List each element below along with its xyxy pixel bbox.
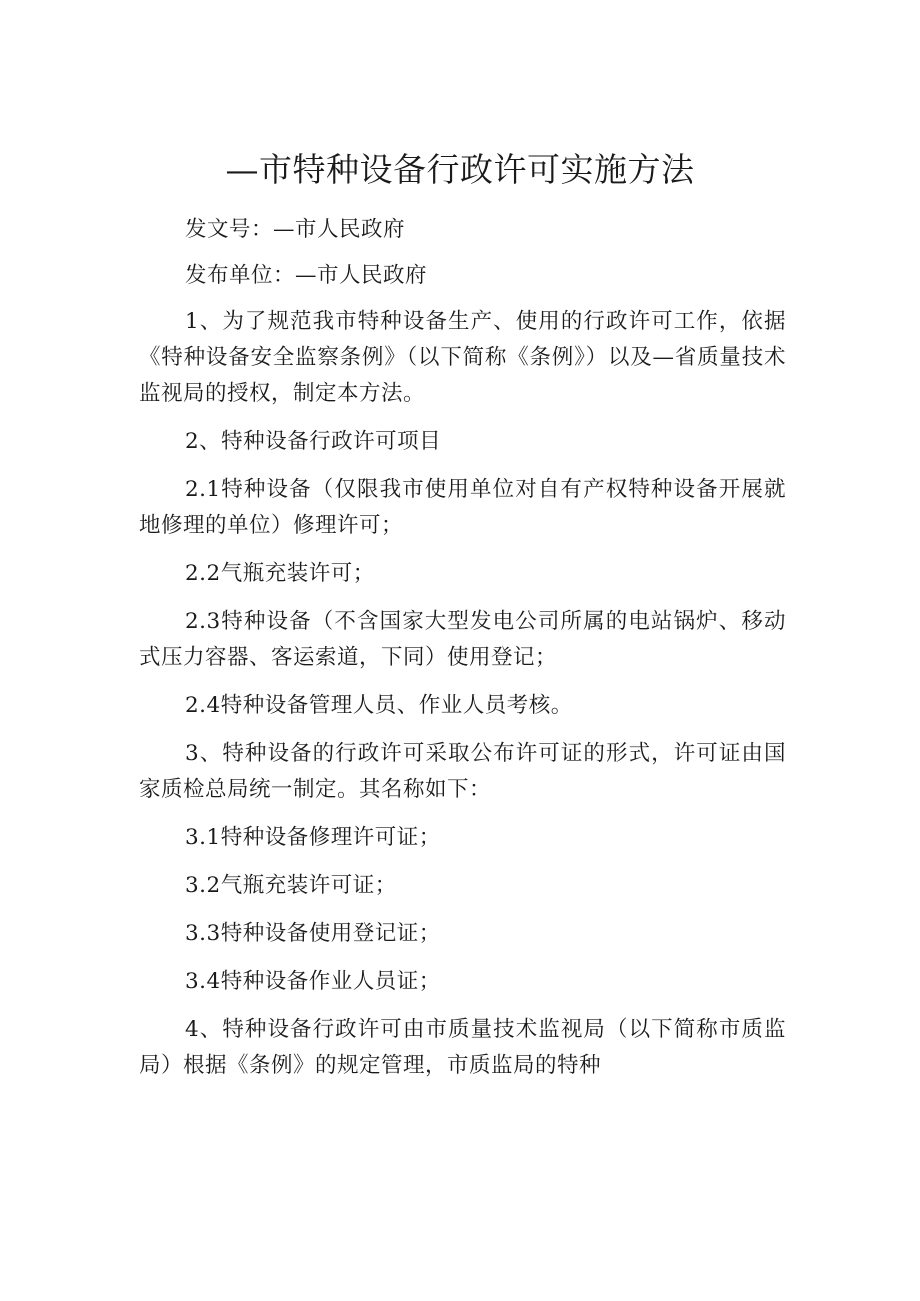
document-title: —市特种设备行政许可实施方法 bbox=[225, 150, 695, 189]
paragraph: 2.3特种设备（不含国家大型发电公司所属的电站锅炉、移动式压力容器、客运索道，下同）使用登记； bbox=[139, 609, 786, 670]
document-body bbox=[139, 212, 786, 1096]
paragraph: 2、特种设备行政许可项目 bbox=[185, 429, 442, 454]
doc-number-line: 发文号：—市人民政府 bbox=[185, 217, 406, 242]
paragraph: 2.1特种设备（仅限我市使用单位对自有产权特种设备开展就地修理的单位）修理许可； bbox=[139, 477, 786, 538]
issuer-line: 发布单位：—市人民政府 bbox=[185, 263, 428, 288]
paragraph: 3.1特种设备修理许可证； bbox=[185, 825, 441, 850]
paragraph: 1、为了规范我市特种设备生产、使用的行政许可工作，依据《特种设备安全监察条例》（以下简称《条例》）以及—省质量技术监视局的授权，制定本方法。 bbox=[139, 309, 786, 406]
paragraph: 2.2气瓶充装许可； bbox=[185, 561, 375, 586]
paragraph: 3.3特种设备使用登记证； bbox=[185, 921, 441, 946]
paragraph: 3.4特种设备作业人员证； bbox=[185, 969, 441, 994]
paragraph: 3.2气瓶充装许可证； bbox=[185, 873, 397, 898]
paragraph: 4、特种设备行政许可由市质量技术监视局（以下简称市质监局）根据《条例》的规定管理，市质监局的特种 bbox=[139, 1017, 786, 1078]
paragraph: 3、特种设备的行政许可采取公布许可证的形式，许可证由国家质检总局统一制定。其名称如下： bbox=[139, 741, 786, 802]
paragraph: 2.4特种设备管理人员、作业人员考核。 bbox=[185, 693, 573, 718]
